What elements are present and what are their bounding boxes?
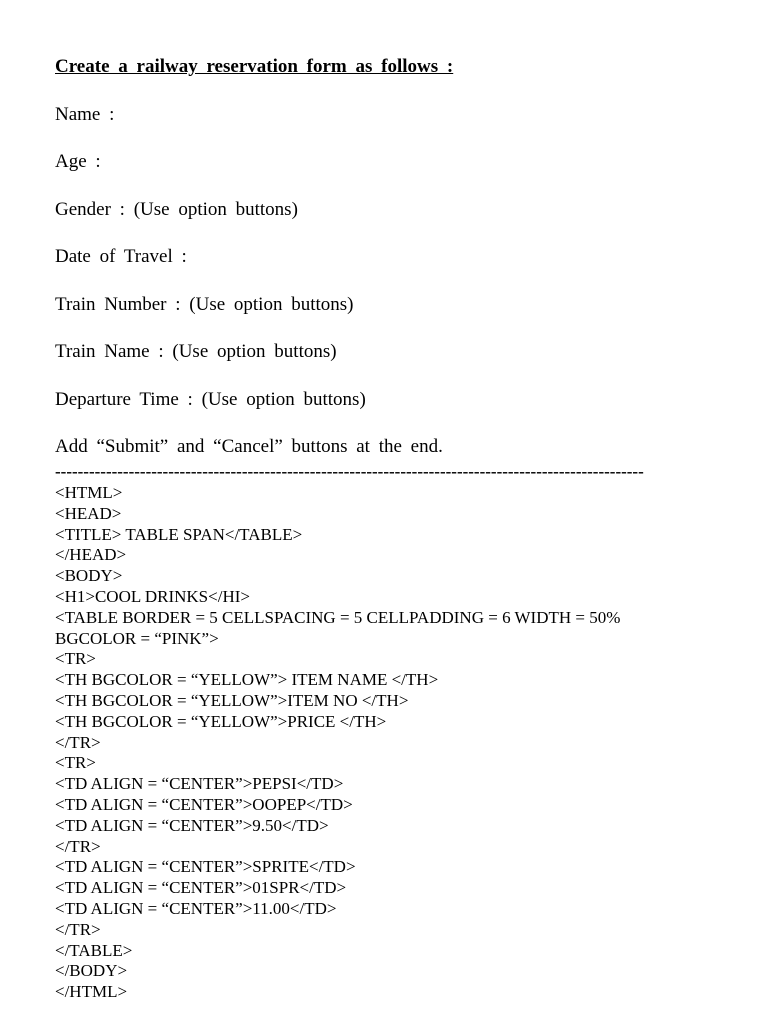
- code-line: </TR>: [55, 732, 101, 752]
- code-line: </TABLE>: [55, 940, 133, 960]
- field-age: Age :: [55, 151, 101, 172]
- code-line: <TH BGCOLOR = “YELLOW”> ITEM NAME </TH>: [55, 670, 439, 690]
- code-line: </HEAD>: [55, 545, 127, 565]
- code-line: <TD ALIGN = “CENTER”>PEPSI</TD>: [55, 774, 344, 794]
- code-line: BGCOLOR = “PINK”>: [55, 628, 219, 648]
- code-line: <TD ALIGN = “CENTER”>11.00</TD>: [55, 898, 337, 918]
- field-date-of-travel: Date of Travel :: [55, 246, 187, 267]
- code-line: <TR>: [55, 753, 96, 773]
- field-gender: Gender : (Use option buttons): [55, 199, 298, 220]
- code-line: <TD ALIGN = “CENTER”>SPRITE</TD>: [55, 857, 356, 877]
- code-line: <TH BGCOLOR = “YELLOW”>ITEM NO </TH>: [55, 690, 409, 710]
- assignment-heading: Create a railway reservation form as follows :: [55, 56, 454, 77]
- field-train-number: Train Number : (Use option buttons): [55, 294, 354, 315]
- field-departure-time: Departure Time : (Use option buttons): [55, 389, 366, 410]
- code-line: <TD ALIGN = “CENTER”>OOPEP</TD>: [55, 794, 353, 814]
- code-line: <TR>: [55, 649, 96, 669]
- dashed-divider: --------------------------------------------------------------------------------------------------------: [55, 462, 644, 481]
- code-line: </TR>: [55, 836, 101, 856]
- code-line: <TH BGCOLOR = “YELLOW”>PRICE </TH>: [55, 711, 387, 731]
- html-code-listing: [55, 483, 620, 1003]
- code-line: <HEAD>: [55, 503, 122, 523]
- code-line: </TR>: [55, 919, 101, 939]
- code-line: <TABLE BORDER = 5 CELLSPACING = 5 CELLPADDING = 6 WIDTH = 50%: [55, 607, 621, 627]
- buttons-instruction: Add “Submit” and “Cancel” buttons at the end.: [55, 436, 443, 457]
- code-line: <H1>COOL DRINKS</HI>: [55, 586, 250, 606]
- code-line: <HTML>: [55, 483, 123, 502]
- code-line: <BODY>: [55, 566, 123, 586]
- code-line: <TITLE> TABLE SPAN</TABLE>: [55, 524, 303, 544]
- code-line: </BODY>: [55, 961, 128, 981]
- field-name: Name :: [55, 104, 115, 125]
- code-line: <TD ALIGN = “CENTER”>9.50</TD>: [55, 815, 329, 835]
- code-line: <TD ALIGN = “CENTER”>01SPR</TD>: [55, 878, 347, 898]
- code-line: </HTML>: [55, 982, 128, 1002]
- field-train-name: Train Name : (Use option buttons): [55, 341, 337, 362]
